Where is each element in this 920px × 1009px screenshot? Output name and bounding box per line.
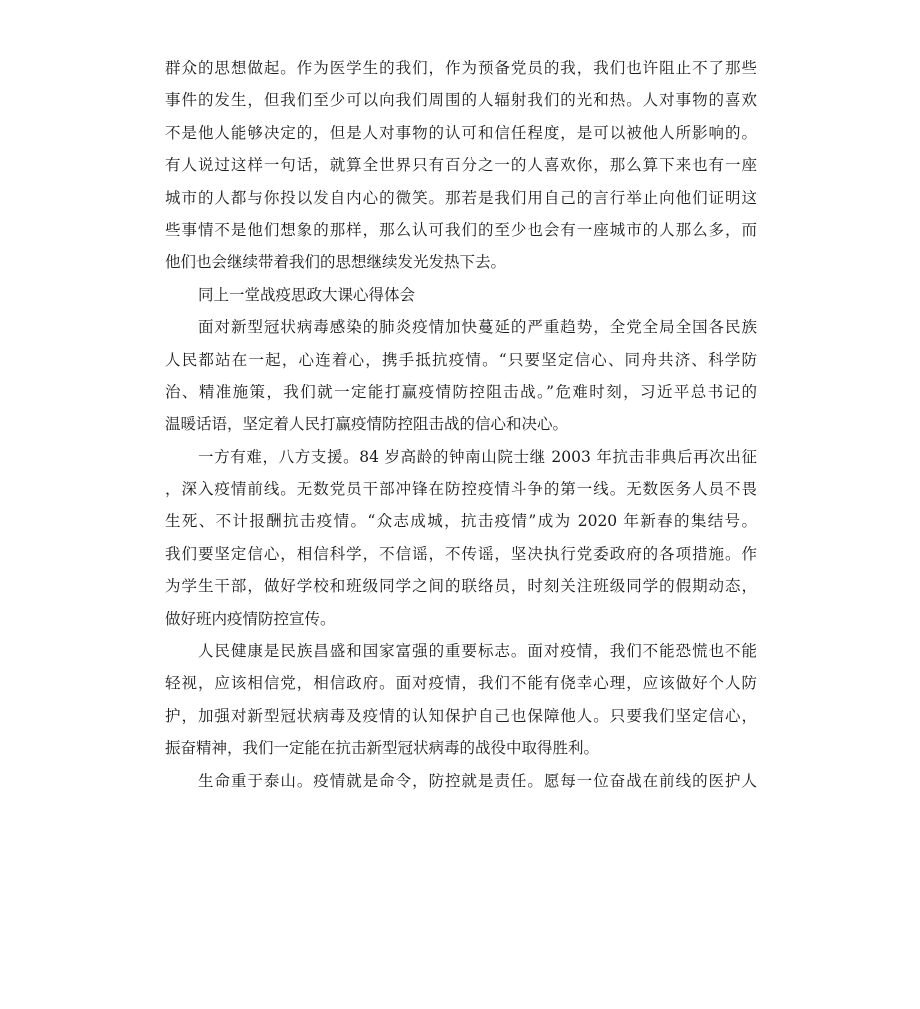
text-line: 我们要坚定信心，相信科学，不信谣，不传谣，坚决执行党委政府的各项措施。作	[165, 544, 757, 563]
paragraph-2	[165, 441, 757, 635]
text-line: 城市的人都与你投以发自内心的微笑。那若是我们用自己的言行举止向他们证明这	[165, 188, 757, 207]
text-line: 生死、不计报酬抗击疫情。“众志成城，抗击疫情”成为 2020 年新春的集结号。	[165, 512, 757, 531]
section-heading	[165, 279, 757, 311]
document-body	[165, 52, 757, 797]
text-line: ，深入疫情前线。无数党员干部冲锋在防控疫情斗争的第一线。无数医务人员不畏	[165, 480, 757, 499]
paragraph-intro-continued	[165, 52, 757, 279]
text-line: 他们也会继续带着我们的思想继续发光发热下去。	[165, 253, 507, 272]
text-line: 面对新型冠状病毒感染的肺炎疫情加快蔓延的严重趋势，全党全局全国各民族	[198, 318, 757, 337]
text-line: 轻视，应该相信党，相信政府。面对疫情，我们不能有侥幸心理，应该做好个人防	[165, 674, 757, 693]
text-line: 些事情不是他们想象的那样，那么认可我们的至少也会有一座城市的人那么多，而	[165, 220, 757, 239]
text-line: 生命重于泰山。疫情就是命令，防控就是责任。愿每一位奋战在前线的医护人	[198, 771, 757, 790]
text-line: 护，加强对新型冠状病毒及疫情的认知保护自己也保障他人。只要我们坚定信心，	[165, 706, 757, 725]
text-line: 振奋精神，我们一定能在抗击新型冠状病毒的战役中取得胜利。	[165, 739, 600, 758]
text-line: 做好班内疫情防控宣传。	[165, 609, 336, 628]
paragraph-4	[165, 765, 757, 797]
text-line: 有人说过这样一句话，就算全世界只有百分之一的人喜欢你，那么算下来也有一座	[165, 156, 757, 175]
heading-text: 同上一堂战疫思政大课心得体会	[198, 285, 416, 304]
text-line: 为学生干部，做好学校和班级同学之间的联络员，时刻关注班级同学的假期动态，	[165, 577, 757, 596]
paragraph-1	[165, 311, 757, 441]
text-line: 温暖话语，坚定着人民打赢疫情防控阻击战的信心和决心。	[165, 415, 569, 434]
text-line: 治、精准施策，我们就一定能打赢疫情防控阻击战。”危难时刻，习近平总书记的	[165, 382, 757, 401]
paragraph-3	[165, 635, 757, 765]
text-line: 人民健康是民族昌盛和国家富强的重要标志。面对疫情，我们不能恐慌也不能	[198, 642, 757, 661]
text-line: 不是他人能够决定的，但是人对事物的认可和信任程度，是可以被他人所影响的。	[165, 123, 757, 142]
text-line: 群众的思想做起。作为医学生的我们，作为预备党员的我，我们也许阻止不了那些	[165, 59, 757, 77]
text-line: 事件的发生，但我们至少可以向我们周围的人辐射我们的光和热。人对事物的喜欢	[165, 91, 757, 110]
text-line: 人民都站在一起，心连着心，携手抵抗疫情。“只要坚定信心、同舟共济、科学防	[165, 350, 757, 369]
text-line: 一方有难，八方支援。84 岁高龄的钟南山院士继 2003 年抗击非典后再次出征	[198, 447, 757, 466]
